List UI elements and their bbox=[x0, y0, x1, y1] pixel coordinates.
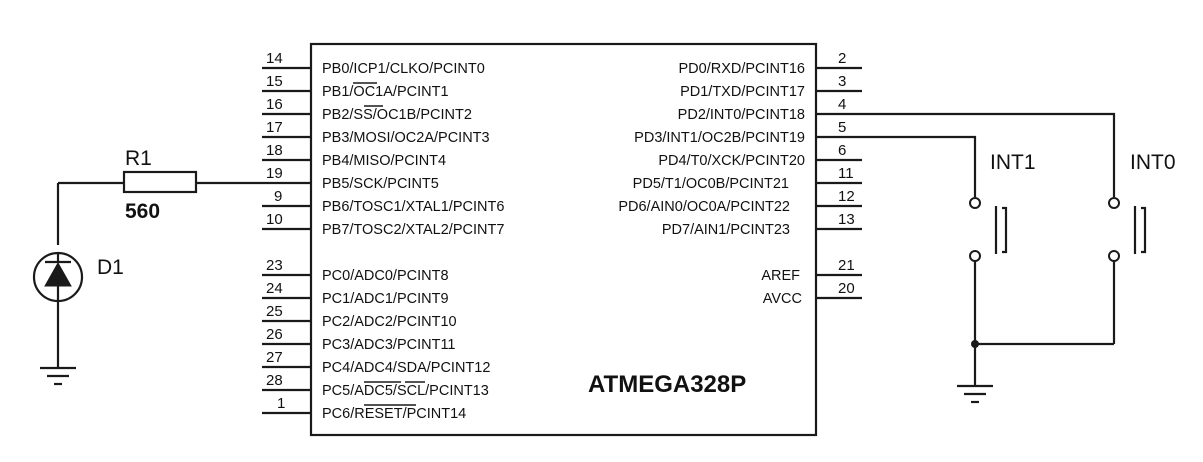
resistor-r1 bbox=[102, 147, 262, 223]
pin-label: PD2/INT0/PCINT18 bbox=[677, 107, 805, 123]
pin-label: PD4/T0/XCK/PCINT20 bbox=[658, 153, 805, 169]
pin-label: PB3/MOSI/OC2A/PCINT3 bbox=[322, 130, 490, 146]
ground-led bbox=[40, 368, 76, 384]
pin-number: 25 bbox=[266, 303, 283, 320]
pin-number: 10 bbox=[266, 211, 283, 228]
button-name: INT1 bbox=[990, 151, 1036, 174]
pin-number: 27 bbox=[266, 349, 283, 366]
chip-name: ATMEGA328P bbox=[588, 371, 747, 398]
pin-number: 17 bbox=[266, 119, 283, 136]
pin-label: PD1/TXD/PCINT17 bbox=[680, 84, 805, 100]
pin-number: 21 bbox=[838, 257, 855, 274]
pin-number: 11 bbox=[838, 165, 854, 182]
pin-label: PD6/AIN0/OC0A/PCINT22 bbox=[618, 199, 790, 215]
pin-number: 12 bbox=[838, 188, 855, 205]
pin-number: 26 bbox=[266, 326, 283, 343]
resistor-name: R1 bbox=[125, 147, 152, 170]
pin-number: 9 bbox=[274, 188, 283, 205]
pin-label: PB7/TOSC2/XTAL2/PCINT7 bbox=[322, 222, 505, 238]
pin-label: PD5/T1/OC0B/PCINT21 bbox=[632, 176, 789, 192]
pin-label: PC3/ADC3/PCINT11 bbox=[322, 337, 456, 353]
pin-number: 3 bbox=[838, 73, 847, 90]
resistor-value: 560 bbox=[125, 200, 161, 223]
pin-label: PC0/ADC0/PCINT8 bbox=[322, 268, 449, 284]
pin-number: 5 bbox=[838, 119, 847, 136]
pushbutton-int0 bbox=[1109, 151, 1176, 344]
pin-number: 13 bbox=[838, 211, 855, 228]
pin-label: PD3/INT1/OC2B/PCINT19 bbox=[634, 130, 805, 146]
wire-int0 bbox=[862, 114, 1114, 197]
led-d1 bbox=[34, 183, 124, 368]
pin-label: PC1/ADC1/PCINT9 bbox=[322, 291, 449, 307]
pin-number: 4 bbox=[838, 96, 847, 113]
pin-number: 6 bbox=[838, 142, 847, 159]
pin-number: 16 bbox=[266, 96, 283, 113]
pin-number: 14 bbox=[266, 50, 283, 67]
pin-label: PB0/ICP1/CLKO/PCINT0 bbox=[322, 61, 485, 77]
wire-int1 bbox=[862, 137, 975, 197]
pin-label: PD0/RXD/PCINT16 bbox=[678, 61, 805, 77]
pin-label: PC5/ADC5/SCL/PCINT13 bbox=[322, 383, 489, 399]
pin-number: 1 bbox=[277, 395, 286, 412]
button-name: INT0 bbox=[1130, 151, 1176, 174]
pin-number: 28 bbox=[266, 372, 283, 389]
pin-label: PB6/TOSC1/XTAL1/PCINT6 bbox=[322, 199, 505, 215]
pin-number: 19 bbox=[266, 165, 283, 182]
pin-label: AVCC bbox=[762, 291, 802, 307]
pin-number: 15 bbox=[266, 73, 283, 90]
pin-label: PC2/ADC2/PCINT10 bbox=[322, 314, 457, 330]
pin-label: PB2/SS/OC1B/PCINT2 bbox=[322, 107, 472, 123]
pin-number: 20 bbox=[838, 280, 855, 297]
pin-label: AREF bbox=[761, 268, 800, 284]
ground-buttons bbox=[957, 340, 1114, 402]
pin-label: PB5/SCK/PCINT5 bbox=[322, 176, 439, 192]
pin-label: PD7/AIN1/PCINT23 bbox=[661, 222, 790, 238]
pin-number: 2 bbox=[838, 50, 847, 67]
pin-number: 24 bbox=[266, 280, 283, 297]
pushbutton-int1 bbox=[970, 151, 1036, 344]
pin-number: 18 bbox=[266, 142, 283, 159]
pin-label: PC4/ADC4/SDA/PCINT12 bbox=[322, 360, 491, 376]
pin-label: PC6/RESET/PCINT14 bbox=[322, 406, 467, 422]
pin-label: PB1/OC1A/PCINT1 bbox=[322, 84, 449, 100]
led-name: D1 bbox=[97, 256, 124, 279]
pin-number: 23 bbox=[266, 257, 283, 274]
pin-label: PB4/MISO/PCINT4 bbox=[322, 153, 447, 169]
